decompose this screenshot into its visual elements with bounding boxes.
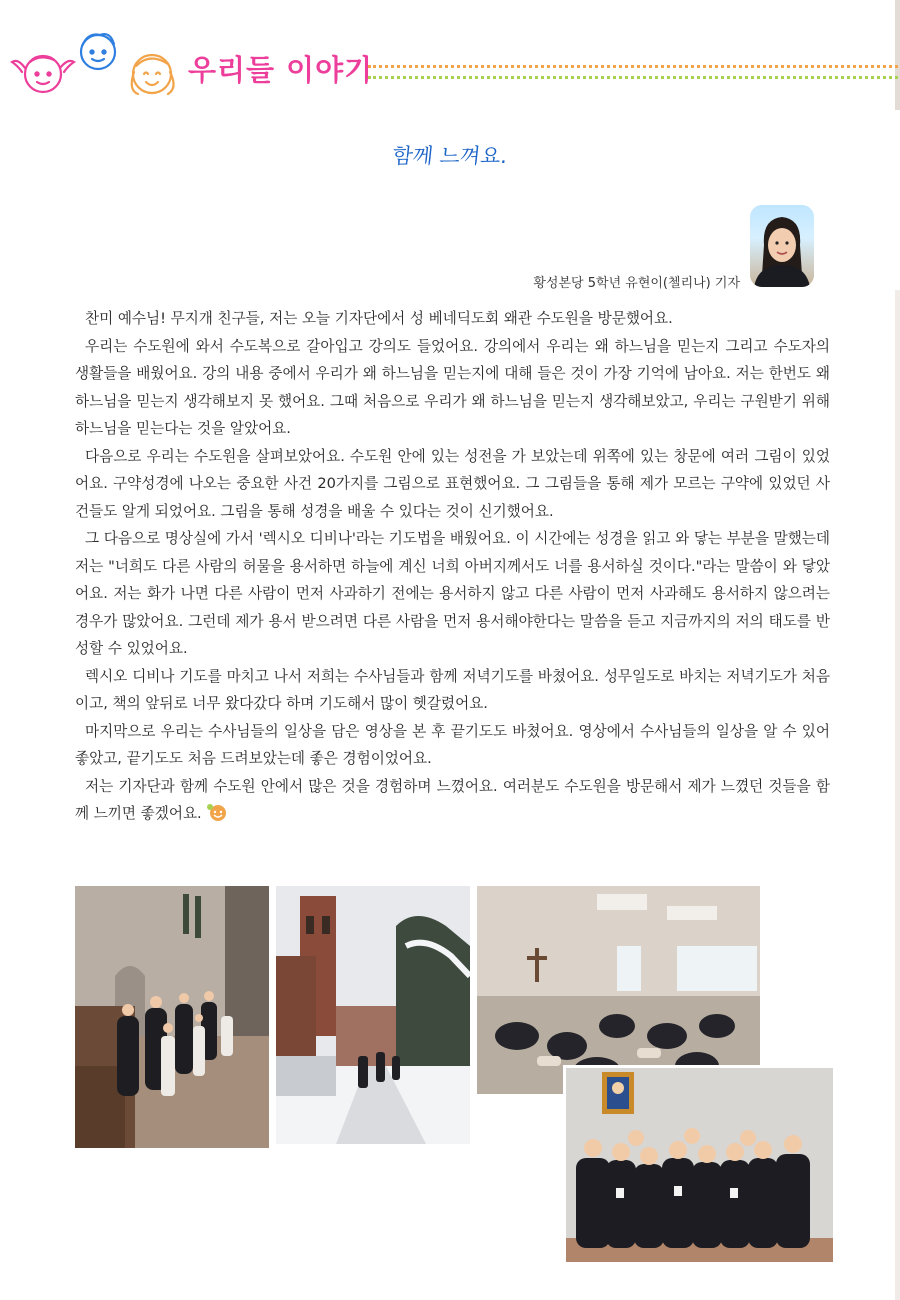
- section-title: 우리들 이야기: [188, 53, 374, 87]
- article-title: 함께 느껴요.: [391, 144, 509, 168]
- page-edge-strip: [895, 290, 900, 1300]
- reporter-byline: 황성본당 5학년 유현이(첼리나) 기자: [533, 276, 740, 291]
- paragraph: 우리는 수도원에 와서 수도복으로 갈아입고 강의도 들었어요. 강의에서 우리는 왜 하느님을 믿는지 그리고 수도자의 생활들을 배웠어요. 강의 내용 중에서 우리가 왜 하느님을 믿는지에 대해 들은 것이 가장 기억에 남아요. 저는 한번도 왜 하느님을 믿는지 생각해보지 못 했어요. 그때 처음으로 우리가 왜 하느님을 믿는지 생각해보았고, 우리는 구원받기 위해 하느님을 믿는다는 것을 알았어요.: [75, 337, 830, 437]
- photo-church-interior: [75, 886, 269, 1148]
- paragraph-text: 저는 기자단과 함께 수도원 안에서 많은 것을 경험하며 느꼈어요. 여러분도 수도원을 방문해서 제가 느꼈던 것들을 함께 느끼면 좋겠어요.: [75, 777, 830, 822]
- paragraph: 그 다음으로 명상실에 가서 '렉시오 디비나'라는 기도법을 배웠어요. 이 시간에는 성경을 읽고 와 닿는 부분을 말했는데 저는 "너희도 다른 사람의 허물을 용서하면 하늘에 계신 너희 아버지께서도 너를 용서하실 것이다."라는 말씀이 와 닿았어요. 저는 화가 나면 다른 사람이 먼저 사과하기 전에는 용서하지 않고 다른 사람이 먼저 사과해도 용서하지 않으려는 경우가 많았어요. 그런데 제가 용서 받으려면 다른 사람을 먼저 용서해야한다는 말씀을 듣고 지금까지의 저의 태도를 반성할 수 있었어요.: [75, 530, 830, 657]
- reporter-portrait-icon: [750, 205, 814, 287]
- smile-icon: [206, 802, 228, 822]
- photo-group-portrait: [563, 1065, 833, 1262]
- article-body: [75, 305, 830, 828]
- page-edge-strip: [895, 0, 900, 110]
- dotted-divider-orange: [368, 65, 898, 68]
- dotted-divider-green: [368, 76, 898, 79]
- paragraph: 다음으로 우리는 수도원을 살펴보았어요. 수도원 안에 있는 성전을 가 보았는데 위쪽에 있는 창문에 여러 그림이 있었어요. 구약성경에 나오는 중요한 사건 20가지를 그림으로 표현했어요. 그 그림들을 통해 제가 모르는 구약에 있었던 사건들도 알게 되었어요. 그림을 통해 성경을 배울 수 있다는 것이 신기했어요.: [75, 447, 830, 520]
- reporter-avatar: [750, 205, 814, 287]
- paragraph-last: [75, 773, 830, 828]
- paragraph: 마지막으로 우리는 수사님들의 일상을 담은 영상을 본 후 끝기도도 바쳤어요. 영상에서 수사님들의 일상을 알 수 있어 좋았고, 끝기도도 처음 드려보았는데 좋은 경험이었어요.: [75, 722, 830, 767]
- kids-faces-logo-icon: [10, 28, 185, 102]
- section-header: [10, 28, 890, 108]
- photo-snowy-monastery: [276, 886, 470, 1144]
- paragraph: 렉시오 디비나 기도를 마치고 나서 저희는 수사님들과 함께 저녁기도를 바쳤어요. 성무일도로 바치는 저녁기도가 처음이고, 책의 앞뒤로 너무 왔다갔다 하며 기도해서 많이 헷갈렸어요.: [75, 667, 830, 712]
- photo-meditation-room: [477, 886, 760, 1094]
- paragraph: 찬미 예수님! 무지개 친구들, 저는 오늘 기자단에서 성 베네딕도회 왜관 수도원을 방문했어요.: [85, 310, 673, 327]
